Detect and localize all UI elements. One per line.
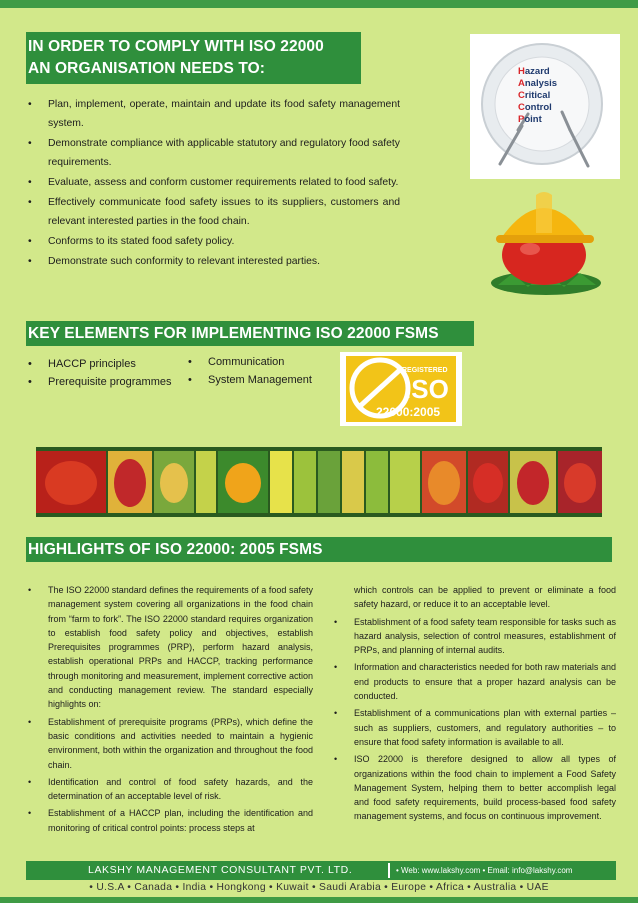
list-item: • Identification and control of food safety hazards, and the determination of an acceptable level of risk. xyxy=(28,775,313,804)
svg-text:Critical: Critical xyxy=(518,90,551,101)
list-item: • System Management xyxy=(188,371,338,389)
iso-code-text: 22000:2005 xyxy=(376,405,441,419)
list-item: • Establishment of prerequisite programs (PRPs), which define the basic conditions and activities needed to maintain a hygienic environment, both within the organization and throughout the food chain. xyxy=(28,715,313,772)
iso-text: ISO xyxy=(404,374,449,404)
section-banner-key-elements: KEY ELEMENTS FOR IMPLEMENTING ISO 22000 FSMS xyxy=(26,321,474,346)
list-item: • Communication xyxy=(188,353,338,371)
list-item: • Establishment of a HACCP plan, including the identification and monitoring of critical control points: process steps at xyxy=(28,806,313,835)
svg-text:Point: Point xyxy=(518,114,542,125)
list-item: • HACCP principles xyxy=(28,355,188,373)
banner-title-line-1: IN ORDER TO COMPLY WITH ISO 22000 xyxy=(28,38,324,55)
tomato-hardhat-image xyxy=(478,185,613,300)
list-item: • Information and characteristics needed for both raw materials and end products to ensure that a proper hazard analysis can be conducted. xyxy=(334,660,616,703)
plate-word-1: azard xyxy=(524,66,550,77)
list-item: • Evaluate, assess and conform customer requirements related to food safety. xyxy=(28,173,400,192)
company-name: LAKSHY MANAGEMENT CONSULTANT PVT. LTD. xyxy=(88,864,353,876)
list-item-continuation: which controls can be applied to prevent or eliminate a food safety hazard, or reduce it to an acceptable level. xyxy=(354,585,616,610)
banner-extension xyxy=(472,537,612,562)
list-item: • The ISO 22000 standard defines the requirements of a food safety management system covering all organizations in the food chain from “farm to fork”. The ISO 22000 standard requires organization to establish food safety policy and objectives, establish Prerequisites programmes (PRP), perform hazard analysis, establish operational PRPs and HACCP, tracking performance through monitoring and measurement, implement corrective action and conducting management review. The standard especially highlights on: xyxy=(28,583,313,712)
highlights-list-right xyxy=(334,583,616,827)
list-item: • Effectively communicate food safety issues to its suppliers, customers and relevant interested parties in the food chain. xyxy=(28,193,400,231)
highlights-list-left xyxy=(28,583,313,838)
key-elements-list-right xyxy=(188,353,338,389)
footer-contact: • Web: www.lakshy.com • Email: info@lakshy.com xyxy=(396,866,573,875)
list-item: • Demonstrate compliance with applicable statutory and regulatory food safety requirements. xyxy=(28,134,400,172)
footer-bar xyxy=(26,861,616,880)
banner-title-line-2: AN ORGANISATION NEEDS TO: xyxy=(28,60,266,77)
list-item: • Plan, implement, operate, maintain and update its food safety management system. xyxy=(28,95,400,133)
haccp-plate-image xyxy=(470,34,620,179)
footer-countries: • U.S.A • Canada • India • Hongkong • Kuwait • Saudi Arabia • Europe • Africa • Australia • UAE xyxy=(89,882,549,893)
top-accent-bar xyxy=(0,0,638,8)
list-item: • Prerequisite programmes xyxy=(28,373,188,391)
section-banner-comply xyxy=(26,32,361,84)
bottom-accent-bar xyxy=(0,897,638,903)
list-item: • Establishment of a communications plan with external parties – such as suppliers, customers, and regulatory authorities – to ensure that food safety information is available to all. xyxy=(334,706,616,749)
iso-registered-badge xyxy=(340,352,462,426)
iso-registered-text: REGISTERED xyxy=(402,367,448,374)
list-item: • Demonstrate such conformity to relevant interested parties. xyxy=(28,252,400,271)
key-elements-list-left xyxy=(28,355,188,391)
list-item: • Conforms to its stated food safety policy. xyxy=(28,232,400,251)
section-banner-highlights: HIGHLIGHTS OF ISO 22000: 2005 FSMS xyxy=(26,537,474,562)
requirements-list xyxy=(28,95,400,272)
footer-divider xyxy=(388,863,390,878)
list-item: • Establishment of a food safety team responsible for tasks such as hazard analysis, selection of control measures, establishment of PRPs, and planning of internal audits. xyxy=(334,615,616,658)
svg-text:Analysis: Analysis xyxy=(518,78,558,89)
svg-text:Control: Control xyxy=(518,102,552,113)
fruits-vegetables-strip-image xyxy=(36,447,602,517)
svg-text:Hazard: Hazard xyxy=(518,66,550,77)
list-item: • ISO 22000 is therefore designed to allow all types of organizations within the food chain to implement a Food Safety Management System, helping them to better accomplish legal and food safety requirements, build process-based food safety management systems, and focus on continuous improvement. xyxy=(334,752,616,823)
